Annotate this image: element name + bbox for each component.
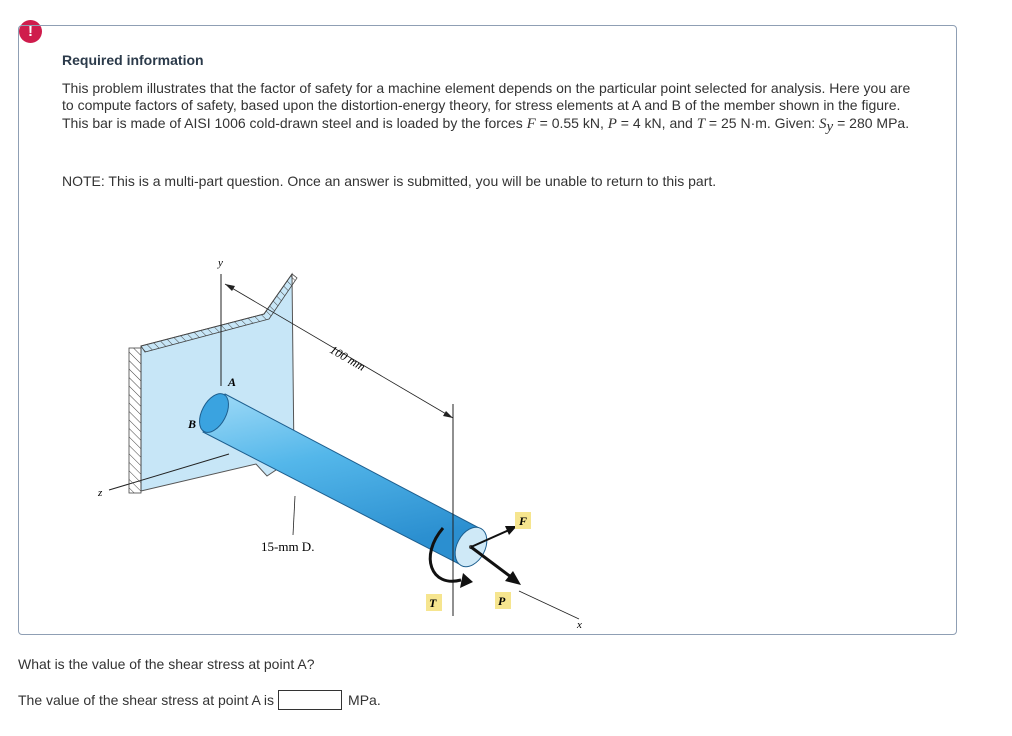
answer-row (18, 690, 381, 710)
answer-unit: MPa. (348, 692, 381, 708)
x-axis-label: x (577, 619, 582, 631)
exclamation-icon: ! (28, 23, 33, 40)
sy-subscript: y (826, 119, 834, 136)
t-symbol: T (696, 115, 706, 132)
problem-text-5: = 280 MPa. (833, 114, 910, 131)
torque-arrowhead (460, 573, 473, 588)
torque-label: T (429, 596, 437, 610)
required-information-panel (18, 25, 957, 635)
problem-text-1: This problem illustrates that the factor of safety for a machine element depends on the particular point selected for analysis. Here you are to compute factors of safety, based upon the distortion-energy theory, for stress elements at A and B of the member shown in the figure. This bar is made of AISI 1006 cold-drawn steel and is loaded by the forces (62, 80, 911, 131)
force-p-label: P (498, 594, 506, 608)
z-axis-label: z (98, 487, 103, 499)
shear-stress-answer-input[interactable] (278, 690, 342, 710)
info-title: Required information (62, 52, 204, 68)
f-symbol: F (526, 115, 536, 132)
dimension-arrow-end (443, 411, 453, 418)
note-text: NOTE: This is a multi-part question. Once an answer is submitted, you will be unable to return to this part. (62, 173, 717, 189)
problem-text-3: = 4 kN, and (616, 114, 697, 131)
diameter-leader (293, 496, 295, 535)
dimension-arrow-start (225, 284, 235, 291)
point-a-label: A (228, 375, 237, 389)
problem-statement (62, 80, 922, 138)
problem-text-2: = 0.55 kN, (535, 114, 608, 131)
y-axis-label: y (218, 257, 223, 269)
problem-text-4: = 25 N·m. Given: (705, 114, 820, 131)
sy-symbol: S (819, 115, 827, 132)
x-axis (519, 591, 579, 619)
diameter-label: 15-mm D. (261, 539, 315, 554)
question-text: What is the value of the shear stress at point A? (18, 656, 315, 672)
p-symbol: P (607, 115, 617, 132)
force-f-label: F (519, 514, 528, 528)
dimension-label: 100 mm (327, 342, 368, 374)
answer-prefix: The value of the shear stress at point A is (18, 692, 275, 708)
point-b-label: B (188, 417, 197, 431)
cantilever-figure (79, 226, 659, 636)
